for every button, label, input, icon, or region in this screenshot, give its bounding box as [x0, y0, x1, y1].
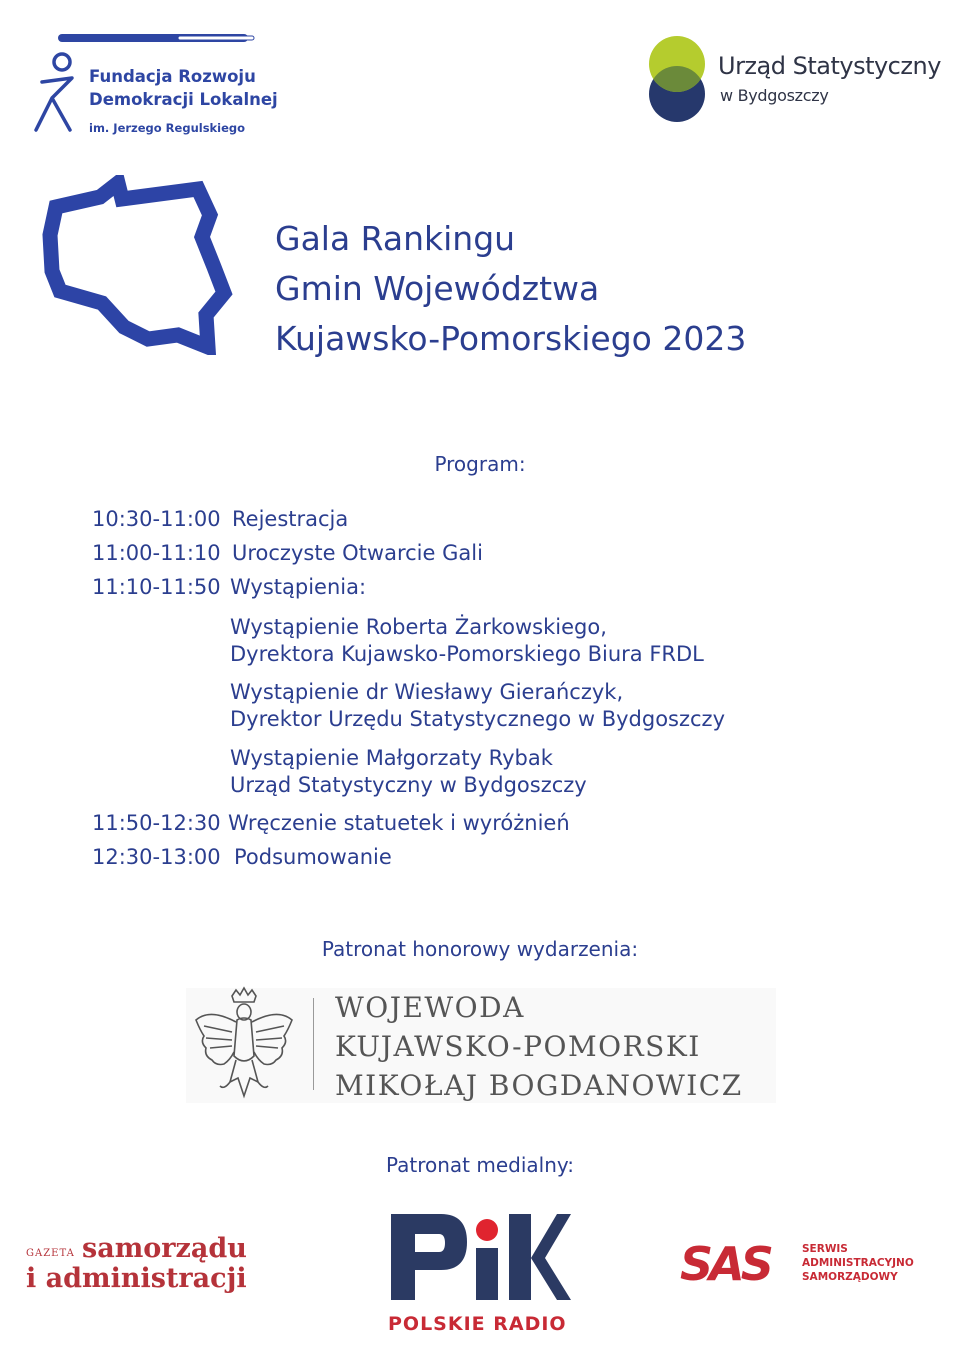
program-time: 11:10-11:50	[92, 575, 221, 599]
speech-line: Urząd Statystyczny w Bydgoszczy	[230, 773, 587, 797]
speech-line: Wystąpienie Małgorzaty Rybak	[230, 746, 553, 770]
speech-item	[230, 614, 704, 668]
media-heading: Patronat medialny:	[385, 1153, 575, 1177]
frdl-name	[89, 65, 278, 111]
sas-caption-line: SERWIS	[802, 1243, 848, 1255]
voivode-line: KUJAWSKO-POMORSKI	[335, 1030, 701, 1063]
event-title	[275, 214, 746, 364]
speech-line: Wystąpienie Roberta Żarkowskiego,	[230, 615, 607, 639]
us-logo-icon	[644, 34, 714, 126]
program-label: Podsumowanie	[234, 845, 392, 869]
frdl-subtitle: im. Jerzego Regulskiego	[89, 121, 246, 135]
program-label: Wystąpienia:	[230, 575, 367, 599]
program-time: 11:00-11:10	[92, 541, 221, 565]
program-label: Rejestracja	[232, 507, 349, 531]
sas-caption-line: SAMORZĄDOWY	[802, 1271, 898, 1283]
program-heading: Program:	[434, 452, 526, 476]
voivode-text	[335, 988, 743, 1105]
voivode-line: WOJEWODA	[335, 991, 525, 1024]
speech-line: Wystąpienie dr Wiesławy Gierańczyk,	[230, 680, 624, 704]
voivode-line: MIKOŁAJ BOGDANOWICZ	[335, 1069, 743, 1102]
pik-radio-logo-icon	[385, 1208, 575, 1308]
frdl-figure-icon	[32, 52, 80, 136]
sas-caption-line: ADMINISTRACYJNO	[802, 1257, 914, 1269]
frdl-logo-bar	[58, 34, 256, 42]
sas-caption	[802, 1242, 914, 1284]
gazeta-logo-line2: i administracji	[26, 1263, 247, 1294]
us-name: Urząd Statystyczny	[718, 52, 941, 80]
speech-line: Dyrektora Kujawsko-Pomorskiego Biura FRDL	[230, 642, 704, 666]
frdl-name-line1: Fundacja Rozwoju	[89, 67, 256, 86]
eagle-emblem-icon	[190, 986, 294, 1104]
us-city: w Bydgoszczy	[720, 86, 829, 105]
program-time: 11:50-12:30	[92, 811, 221, 835]
event-title-line: Gala Rankingu	[275, 219, 516, 258]
voivode-divider	[313, 998, 314, 1090]
program-label: Uroczyste Otwarcie Gali	[232, 541, 483, 565]
speech-line: Dyrektor Urzędu Statystycznego w Bydgoszczy	[230, 707, 726, 731]
speech-item	[230, 679, 725, 733]
gazeta-logo-line1: samorządu	[82, 1233, 247, 1264]
honorary-heading: Patronat honorowy wydarzenia:	[321, 937, 639, 961]
sas-logo-text: SAS	[680, 1238, 770, 1288]
program-time: 10:30-11:00	[92, 507, 221, 531]
pik-caption: POLSKIE RADIO	[388, 1313, 567, 1335]
poland-map-icon	[38, 175, 243, 355]
gazeta-logo-small: GAZETA	[26, 1248, 75, 1259]
program-label: Wręczenie statuetek i wyróżnień	[228, 811, 570, 835]
program-time: 12:30-13:00	[92, 845, 221, 869]
event-title-line: Kujawsko-Pomorskiego 2023	[275, 319, 747, 358]
speech-item	[230, 745, 587, 799]
frdl-name-line2: Demokracji Lokalnej	[89, 90, 278, 109]
event-title-line: Gmin Województwa	[275, 269, 600, 308]
sas-logo-icon	[680, 1238, 800, 1288]
